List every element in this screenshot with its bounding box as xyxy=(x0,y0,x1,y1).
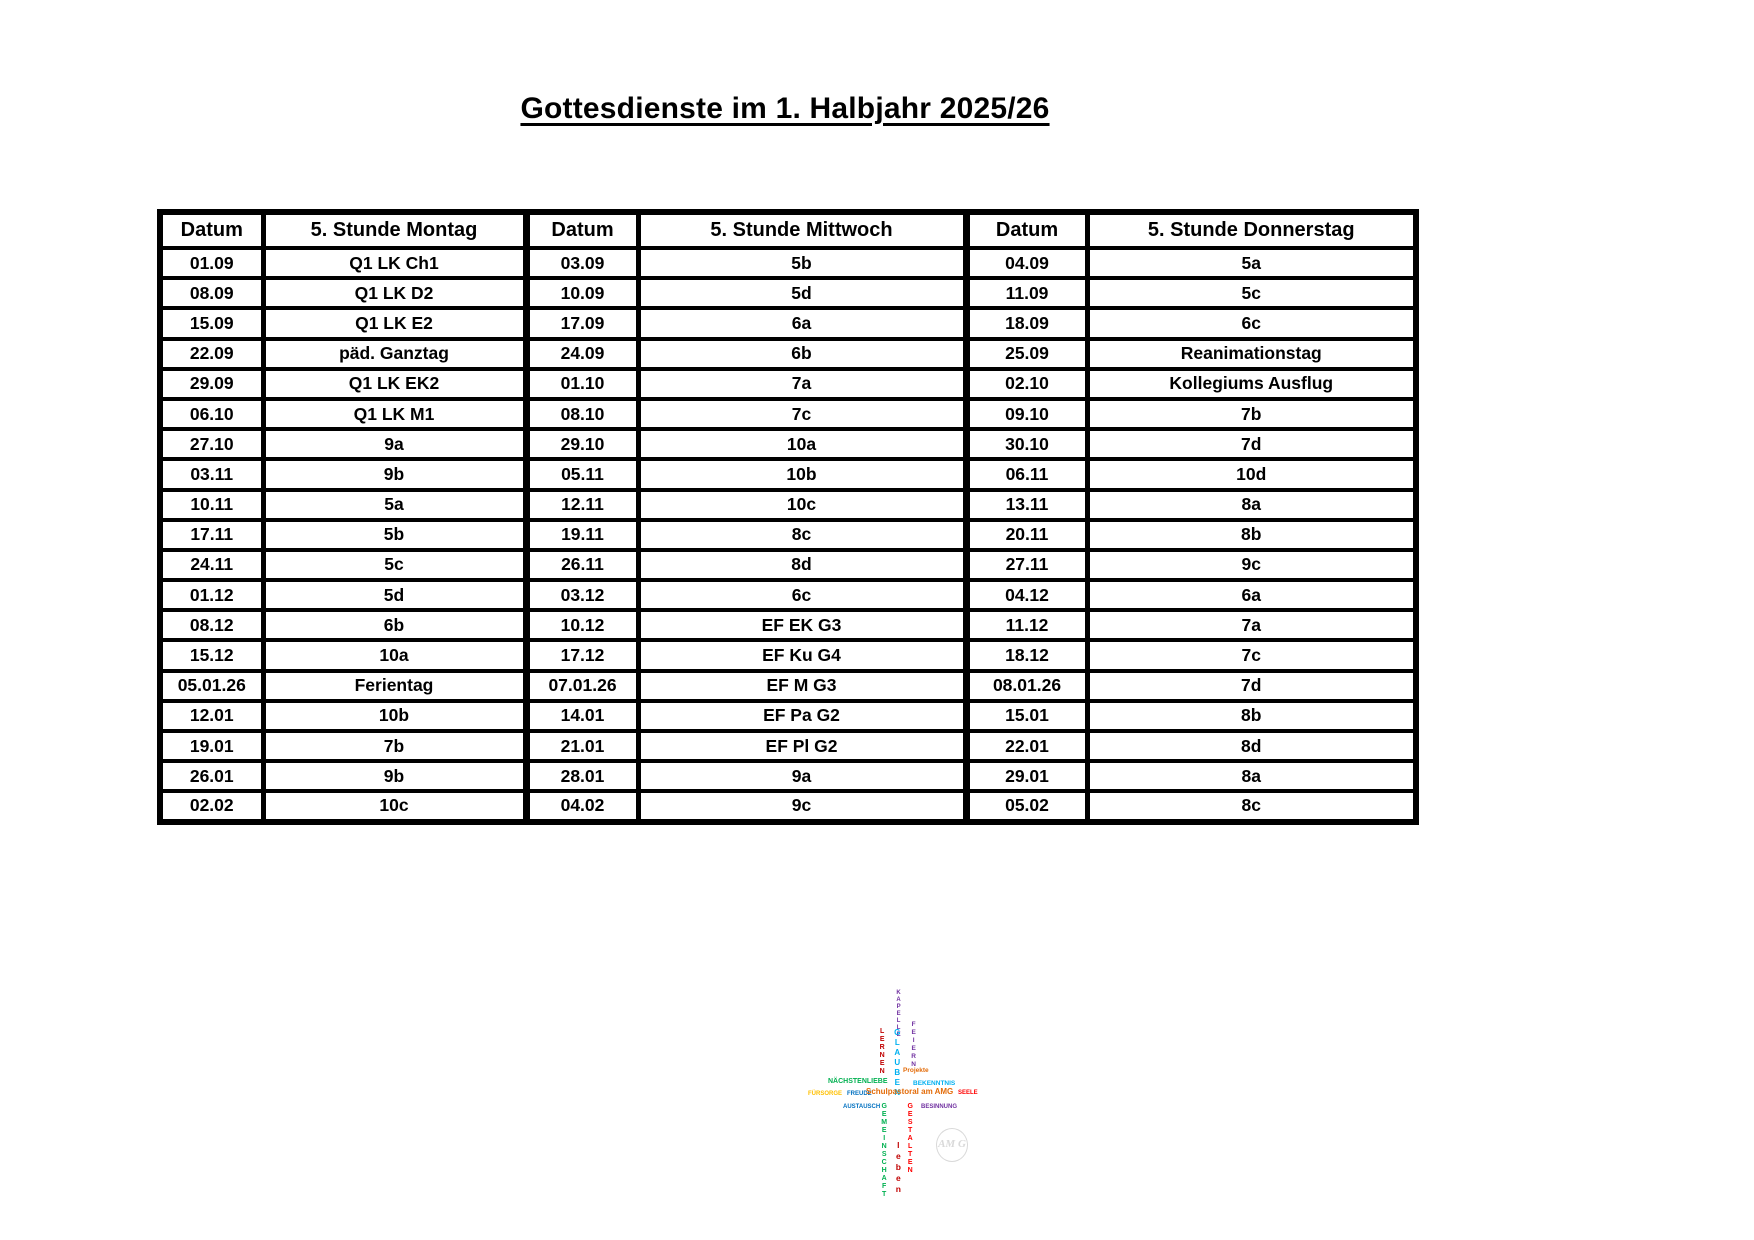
table-row xyxy=(160,369,1416,399)
class-cell: Kollegiums Ausflug xyxy=(1087,369,1416,399)
class-cell: 9b xyxy=(263,761,526,791)
class-cell: 9c xyxy=(638,791,966,821)
table-row xyxy=(160,429,1416,459)
class-cell: Reanimationstag xyxy=(1087,339,1416,369)
date-cell: 10.09 xyxy=(526,278,638,308)
logo-word: GESTALTEN xyxy=(906,1103,914,1175)
class-cell: 6b xyxy=(638,339,966,369)
date-cell: 03.11 xyxy=(160,459,263,489)
logo-word: leben xyxy=(893,1140,904,1195)
date-cell: 08.09 xyxy=(160,278,263,308)
table-row xyxy=(160,731,1416,761)
class-cell: 5b xyxy=(263,520,526,550)
logo-word: FREUDE xyxy=(847,1091,872,1097)
logo-word: Projekte xyxy=(903,1067,929,1074)
logo-word: BESINNUNG xyxy=(921,1104,958,1110)
class-cell: 8d xyxy=(1087,731,1416,761)
date-cell: 07.01.26 xyxy=(526,671,638,701)
amg-watermark-monogram: AM G xyxy=(936,1128,968,1162)
logo-word: LERNEN xyxy=(878,1028,886,1076)
class-cell: 5c xyxy=(1087,278,1416,308)
class-cell: 10b xyxy=(263,701,526,731)
schulpastoral-logo xyxy=(800,988,1010,1203)
date-cell: 08.10 xyxy=(526,399,638,429)
table-row xyxy=(160,248,1416,278)
class-cell: 7a xyxy=(1087,610,1416,640)
class-cell: Q1 LK E2 xyxy=(263,308,526,338)
class-cell: 5d xyxy=(638,278,966,308)
table-row xyxy=(160,671,1416,701)
logo-word: GLAUBEN xyxy=(892,1028,902,1098)
date-cell: 11.09 xyxy=(966,278,1087,308)
date-cell: 17.12 xyxy=(526,640,638,670)
date-cell: 26.11 xyxy=(526,550,638,580)
date-cell: 04.02 xyxy=(526,791,638,821)
class-cell: EF EK G3 xyxy=(638,610,966,640)
date-cell: 29.09 xyxy=(160,369,263,399)
date-cell: 12.01 xyxy=(160,701,263,731)
date-cell: 22.01 xyxy=(966,731,1087,761)
date-cell: 10.11 xyxy=(160,490,263,520)
date-cell: 08.12 xyxy=(160,610,263,640)
date-cell: 25.09 xyxy=(966,339,1087,369)
class-cell: Q1 LK M1 xyxy=(263,399,526,429)
class-cell: 9b xyxy=(263,459,526,489)
date-cell: 24.09 xyxy=(526,339,638,369)
schedule-tbody xyxy=(160,248,1416,822)
date-cell: 04.09 xyxy=(966,248,1087,278)
class-cell: 7a xyxy=(638,369,966,399)
logo-word: BEKENNTNIS xyxy=(913,1080,956,1087)
class-cell: 9a xyxy=(263,429,526,459)
table-row xyxy=(160,339,1416,369)
schedule-table-wrap xyxy=(157,209,1419,825)
date-cell: 05.11 xyxy=(526,459,638,489)
class-cell: 8d xyxy=(638,550,966,580)
logo-word: KAPELLE xyxy=(895,990,902,1039)
table-row xyxy=(160,399,1416,429)
date-cell: 21.01 xyxy=(526,731,638,761)
date-cell: 22.09 xyxy=(160,339,263,369)
table-row xyxy=(160,520,1416,550)
date-cell: 29.10 xyxy=(526,429,638,459)
date-cell: 18.12 xyxy=(966,640,1087,670)
table-row xyxy=(160,308,1416,338)
date-cell: 15.12 xyxy=(160,640,263,670)
date-cell: 17.09 xyxy=(526,308,638,338)
class-cell: Q1 LK Ch1 xyxy=(263,248,526,278)
date-cell: 01.12 xyxy=(160,580,263,610)
class-cell: Q1 LK D2 xyxy=(263,278,526,308)
logo-word: AUSTAUSCH xyxy=(843,1104,881,1110)
date-cell: 24.11 xyxy=(160,550,263,580)
date-cell: 13.11 xyxy=(966,490,1087,520)
table-row xyxy=(160,278,1416,308)
class-cell: EF Pl G2 xyxy=(638,731,966,761)
header-row xyxy=(160,212,1416,248)
class-cell: 7d xyxy=(1087,671,1416,701)
date-cell: 28.01 xyxy=(526,761,638,791)
class-cell: 7d xyxy=(1087,429,1416,459)
date-cell: 27.10 xyxy=(160,429,263,459)
class-cell: 10a xyxy=(263,640,526,670)
header-datum-montag: Datum xyxy=(160,212,263,248)
date-cell: 05.02 xyxy=(966,791,1087,821)
date-cell: 09.10 xyxy=(966,399,1087,429)
table-row xyxy=(160,701,1416,731)
class-cell: 10b xyxy=(638,459,966,489)
class-cell: 10c xyxy=(638,490,966,520)
logo-word: FEIERN xyxy=(910,1021,918,1069)
class-cell: 7c xyxy=(1087,640,1416,670)
date-cell: 15.09 xyxy=(160,308,263,338)
class-cell: 6c xyxy=(638,580,966,610)
date-cell: 05.01.26 xyxy=(160,671,263,701)
date-cell: 20.11 xyxy=(966,520,1087,550)
class-cell: Q1 LK EK2 xyxy=(263,369,526,399)
class-cell: 8b xyxy=(1087,701,1416,731)
header-stunde-donnerstag: 5. Stunde Donnerstag xyxy=(1087,212,1416,248)
date-cell: 06.11 xyxy=(966,459,1087,489)
date-cell: 08.01.26 xyxy=(966,671,1087,701)
date-cell: 11.12 xyxy=(966,610,1087,640)
date-cell: 10.12 xyxy=(526,610,638,640)
table-row xyxy=(160,490,1416,520)
class-cell: 7c xyxy=(638,399,966,429)
class-cell: 6a xyxy=(1087,580,1416,610)
table-row xyxy=(160,550,1416,580)
class-cell: EF Pa G2 xyxy=(638,701,966,731)
class-cell: 5b xyxy=(638,248,966,278)
date-cell: 27.11 xyxy=(966,550,1087,580)
date-cell: 15.01 xyxy=(966,701,1087,731)
header-stunde-mittwoch: 5. Stunde Mittwoch xyxy=(638,212,966,248)
date-cell: 01.10 xyxy=(526,369,638,399)
date-cell: 18.09 xyxy=(966,308,1087,338)
table-row xyxy=(160,791,1416,821)
table-row xyxy=(160,459,1416,489)
class-cell: 5a xyxy=(1087,248,1416,278)
class-cell: päd. Ganztag xyxy=(263,339,526,369)
date-cell: 03.09 xyxy=(526,248,638,278)
date-cell: 19.11 xyxy=(526,520,638,550)
date-cell: 02.10 xyxy=(966,369,1087,399)
table-row xyxy=(160,610,1416,640)
header-datum-mittwoch: Datum xyxy=(526,212,638,248)
table-row xyxy=(160,640,1416,670)
page-title: Gottesdienste im 1. Halbjahr 2025/26 xyxy=(520,92,1050,125)
date-cell: 12.11 xyxy=(526,490,638,520)
date-cell: 26.01 xyxy=(160,761,263,791)
logo-word: GEMEINSCHAFT xyxy=(880,1103,888,1199)
logo-word: Schulpastoral am AMG xyxy=(866,1087,954,1096)
schedule-table xyxy=(157,209,1419,825)
header-stunde-montag: 5. Stunde Montag xyxy=(263,212,526,248)
class-cell: 8a xyxy=(1087,761,1416,791)
date-cell: 02.02 xyxy=(160,791,263,821)
date-cell: 03.12 xyxy=(526,580,638,610)
class-cell: 5a xyxy=(263,490,526,520)
class-cell: 8c xyxy=(638,520,966,550)
class-cell: 8b xyxy=(1087,520,1416,550)
logo-word: NÄCHSTENLIEBE xyxy=(828,1078,888,1085)
class-cell: EF M G3 xyxy=(638,671,966,701)
table-row xyxy=(160,761,1416,791)
class-cell: Ferientag xyxy=(263,671,526,701)
logo-word: FÜRSORGE xyxy=(808,1091,843,1097)
header-datum-donnerstag: Datum xyxy=(966,212,1087,248)
class-cell: EF Ku G4 xyxy=(638,640,966,670)
class-cell: 9c xyxy=(1087,550,1416,580)
class-cell: 9a xyxy=(638,761,966,791)
date-cell: 30.10 xyxy=(966,429,1087,459)
class-cell: 6b xyxy=(263,610,526,640)
class-cell: 6c xyxy=(1087,308,1416,338)
table-row xyxy=(160,580,1416,610)
class-cell: 5d xyxy=(263,580,526,610)
date-cell: 04.12 xyxy=(966,580,1087,610)
class-cell: 8a xyxy=(1087,490,1416,520)
class-cell: 7b xyxy=(1087,399,1416,429)
schedule-header xyxy=(160,212,1416,248)
logo-word: SEELE xyxy=(958,1090,978,1096)
class-cell: 5c xyxy=(263,550,526,580)
class-cell: 6a xyxy=(638,308,966,338)
class-cell: 10c xyxy=(263,791,526,821)
date-cell: 29.01 xyxy=(966,761,1087,791)
class-cell: 8c xyxy=(1087,791,1416,821)
date-cell: 01.09 xyxy=(160,248,263,278)
class-cell: 7b xyxy=(263,731,526,761)
date-cell: 17.11 xyxy=(160,520,263,550)
class-cell: 10a xyxy=(638,429,966,459)
date-cell: 06.10 xyxy=(160,399,263,429)
date-cell: 19.01 xyxy=(160,731,263,761)
class-cell: 10d xyxy=(1087,459,1416,489)
date-cell: 14.01 xyxy=(526,701,638,731)
